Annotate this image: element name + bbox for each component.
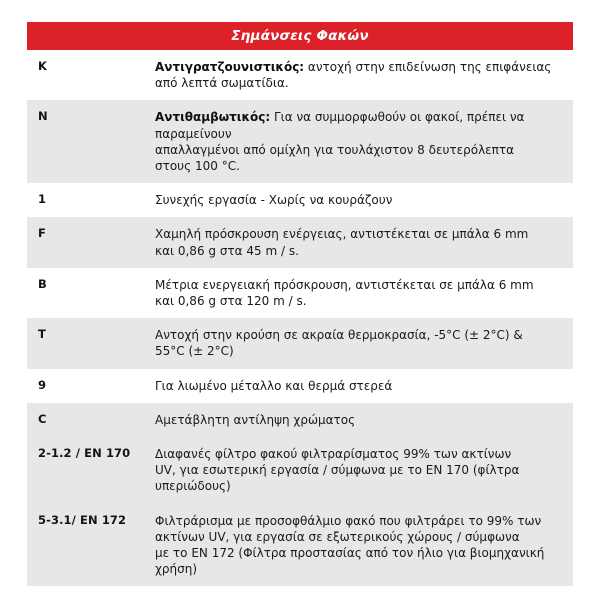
row-description-lines [155, 446, 561, 495]
row-description-line: και 0,86 g στα 45 m / s. [155, 243, 299, 258]
row-code: K [38, 59, 48, 73]
row-description [155, 318, 573, 368]
table-row [27, 50, 573, 100]
table-row [27, 183, 573, 217]
row-code: 1 [38, 192, 47, 207]
row-code: B [38, 276, 47, 291]
row-description-line: στους 100 °C. [155, 159, 240, 174]
row-description-line: Διαφανές φίλτρο φακού φιλτραρίσματος 99% των ακτίνων [155, 447, 512, 462]
table-row [27, 437, 573, 504]
row-description-line: παραμείνουν [155, 126, 232, 141]
lens-markings-table [27, 22, 573, 586]
row-description [155, 50, 573, 100]
row-description [155, 183, 573, 217]
row-description-line: Αντιγρατζουνιστικός: αντοχή στην επιδείνωση της επιφάνειας [155, 60, 552, 74]
table-row [27, 268, 573, 318]
row-description-lines [155, 277, 561, 309]
row-description-line: ακτίνων UV, για εργασία σε εξωτερικούς χώρους / σύμφωνα [155, 529, 520, 544]
table-body [27, 50, 573, 586]
row-description-line: από λεπτά σωματίδια. [155, 76, 289, 91]
row-description-lead: Αντιθαμβωτικός: [155, 110, 271, 125]
row-description-lines [155, 226, 561, 258]
row-description-line: Αντιθαμβωτικός: Για να συμμορφωθούν οι φακοί, πρέπει να [155, 110, 525, 125]
row-description [155, 268, 573, 318]
row-description-lines [155, 378, 561, 394]
table-row [27, 369, 573, 403]
row-code: 2-1.2 / EN 170 [38, 446, 131, 461]
table-row [27, 217, 573, 267]
row-description-line: απαλλαγμένοι από ομίχλη για τουλάχιστον 8 δευτερόλεπτα [155, 142, 515, 157]
row-description-lines [155, 109, 561, 174]
row-code: T [38, 327, 46, 342]
row-description [155, 217, 573, 267]
table-row [27, 318, 573, 368]
row-description-line: Αμετάβλητη αντίληψη χρώματος [155, 412, 356, 427]
row-description [155, 403, 573, 437]
row-description-lines [155, 327, 561, 359]
row-code: F [38, 226, 46, 241]
row-description-lines [155, 192, 561, 208]
row-code: N [38, 109, 48, 124]
row-description-line: Αντοχή στην κρούση σε ακραία θερμοκρασία, -5°C (± 2°C) & [155, 328, 523, 343]
table-row [27, 504, 573, 587]
row-description-line: Για λιωμένο μέταλλο και θερμά στερεά [155, 378, 393, 393]
row-description-line: Φιλτράρισμα με προσοφθάλμιο φακό που φιλτράρει το 99% των [155, 513, 542, 528]
row-description [155, 437, 573, 504]
row-description-line: Μέτρια ενεργειακή πρόσκρουση, αντιστέκεται σε μπάλα 6 mm [155, 277, 534, 292]
row-code: 9 [38, 377, 47, 392]
row-description-lines [155, 513, 561, 578]
row-description [155, 100, 573, 183]
row-description-lead: Αντιγρατζουνιστικός: [155, 60, 305, 74]
row-code: C [38, 411, 47, 426]
row-description-line: χρήση) [155, 562, 198, 577]
row-description-line: με το EN 172 (Φίλτρα προστασίας από τον ήλιο για βιομηχανική [155, 546, 545, 561]
table-header-title: Σημάνσεις Φακών [27, 22, 573, 50]
row-description-line: υπεριώδους) [155, 479, 231, 494]
row-description-lines [155, 59, 561, 91]
table-row [27, 100, 573, 183]
row-description-line: και 0,86 g στα 120 m / s. [155, 294, 307, 309]
row-code: 5-3.1/ EN 172 [38, 512, 127, 527]
row-description [155, 504, 573, 587]
row-description-line: 55°C (± 2°C) [155, 344, 234, 359]
table-row [27, 403, 573, 437]
row-description-line: Συνεχής εργασία - Χωρίς να κουράζουν [155, 193, 393, 208]
row-description-lines [155, 412, 561, 428]
row-description [155, 369, 573, 403]
row-description-line: Χαμηλή πρόσκρουση ενέργειας, αντιστέκεται σε μπάλα 6 mm [155, 227, 529, 242]
row-description-line: UV, για εσωτερική εργασία / σύμφωνα με το EN 170 (φίλτρα [155, 463, 520, 478]
